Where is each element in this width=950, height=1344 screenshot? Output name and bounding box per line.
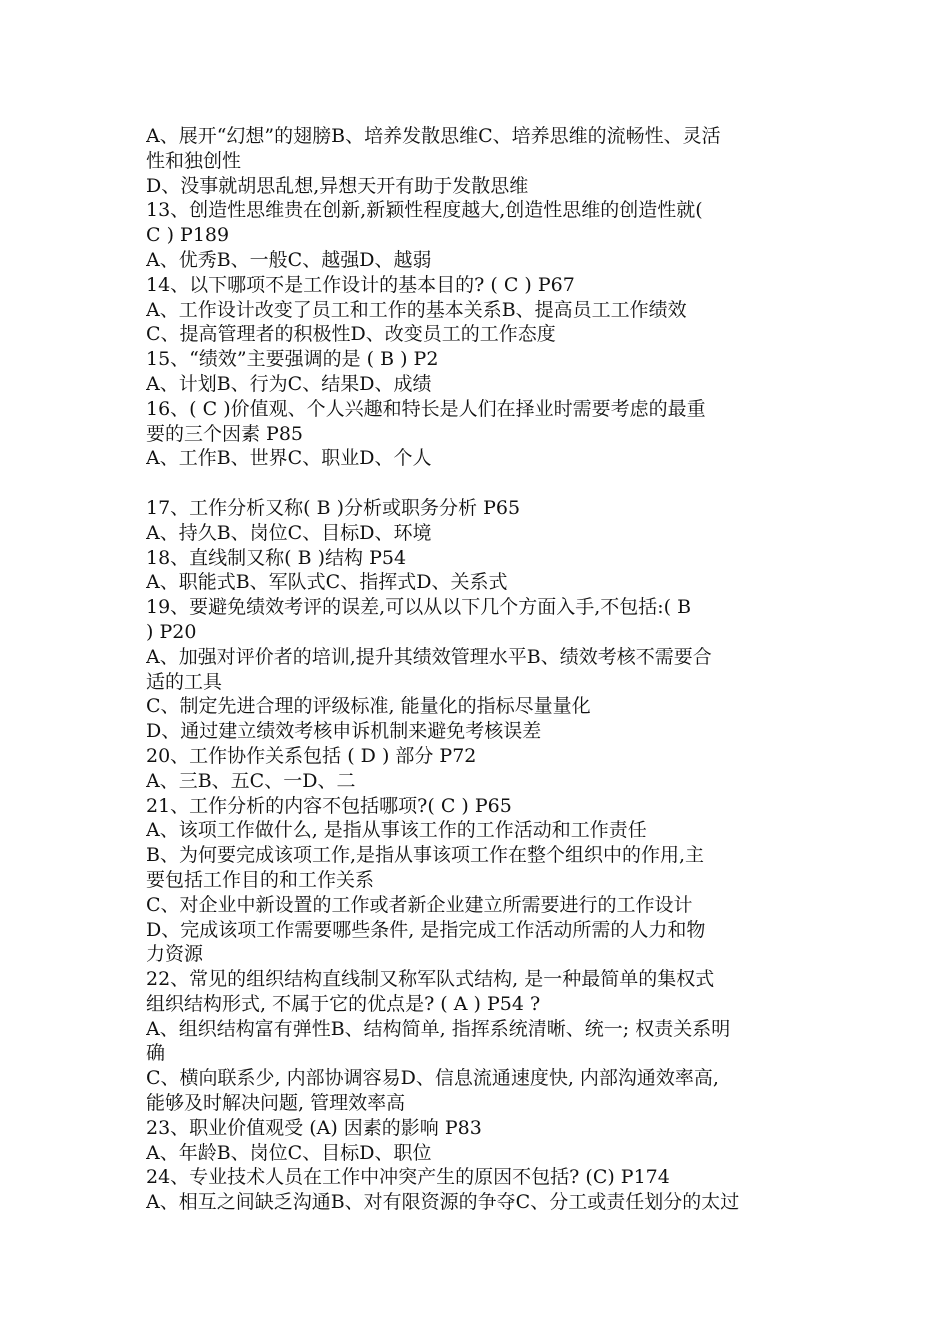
text-line: 适的工具: [146, 670, 223, 693]
text-line: C、提高管理者的积极性D、改变员工的工作态度: [146, 323, 556, 346]
document-text: [146, 124, 810, 1215]
text-line: A、职能式B、军队式C、指挥式D、关系式: [146, 571, 508, 594]
text-line: C、横向联系少, 内部协调容易D、信息流通速度快, 内部沟通效率高,: [146, 1067, 719, 1090]
text-line: 22、常见的组织结构直线制又称军队式结构, 是一种最简单的集权式: [146, 968, 715, 991]
text-line: A、相互之间缺乏沟通B、对有限资源的争夺C、分工或责任划分的太过: [146, 1191, 740, 1214]
text-line: D、没事就胡思乱想,异想天开有助于发散思维: [146, 174, 529, 197]
text-line: 性和独创性: [146, 149, 242, 172]
text-line: 要的三个因素 P85: [146, 422, 304, 445]
text-line: 14、以下哪项不是工作设计的基本目的? ( C ) P67: [146, 273, 575, 296]
text-line: A、年龄B、岗位C、目标D、职位: [146, 1141, 432, 1164]
text-line: 23、职业价值观受 (A) 因素的影响 P83: [146, 1116, 482, 1139]
text-line: 13、创造性思维贵在创新,新颖性程度越大,创造性思维的创造性就(: [146, 199, 703, 222]
text-line: A、计划B、行为C、结果D、成绩: [146, 372, 432, 395]
text-line: 20、工作协作关系包括 ( D ) 部分 P72: [146, 744, 477, 767]
text-line: A、加强对评价者的培训,提升其绩效管理水平B、绩效考核不需要合: [146, 645, 712, 668]
text-line: B、为何要完成该项工作,是指从事该项工作在整个组织中的作用,主: [146, 844, 705, 867]
text-line: C、制定先进合理的评级标准, 能量化的指标尽量量化: [146, 695, 591, 718]
text-line: 能够及时解决问题, 管理效率高: [146, 1092, 406, 1115]
text-line: 19、要避免绩效考评的误差,可以从以下几个方面入手,不包括:( B: [146, 596, 692, 619]
text-line: ) P20: [146, 620, 197, 643]
text-line: A、该项工作做什么, 是指从事该工作的工作活动和工作责任: [146, 819, 647, 842]
text-line: A、三B、五C、一D、二: [146, 769, 356, 792]
text-line: A、工作设计改变了员工和工作的基本关系B、提高员工工作绩效: [146, 298, 687, 321]
text-line: A、展开“幻想”的翅膀B、培养发散思维C、培养思维的流畅性、灵活: [146, 125, 721, 147]
text-line: A、工作B、世界C、职业D、个人: [146, 447, 432, 470]
text-line: 24、专业技术人员在工作中冲突产生的原因不包括? (C) P174: [146, 1166, 670, 1189]
text-line: 要包括工作目的和工作关系: [146, 868, 375, 891]
text-line: 18、直线制又称( B )结构 P54: [146, 546, 407, 569]
text-line: 21、工作分析的内容不包括哪项?( C ) P65: [146, 794, 512, 817]
text-line: 17、工作分析又称( B )分析或职务分析 P65: [146, 496, 521, 519]
text-line: C、对企业中新设置的工作或者新企业建立所需要进行的工作设计: [146, 893, 693, 916]
text-line: A、组织结构富有弹性B、结构简单, 指挥系统清晰、统一; 权责关系明: [146, 1017, 731, 1040]
text-line: 确: [146, 1042, 166, 1065]
text-line: C ) P189: [146, 224, 230, 247]
text-line: A、持久B、岗位C、目标D、环境: [146, 521, 432, 544]
text-line: 15、“绩效”主要强调的是 ( B ) P2: [146, 348, 439, 371]
text-line: 力资源: [146, 943, 204, 966]
text-line: 16、( C )价值观、个人兴趣和特长是人们在择业时需要考虑的最重: [146, 397, 706, 420]
text-line: D、通过建立绩效考核申诉机制来避免考核误差: [146, 720, 542, 743]
text-line: D、完成该项工作需要哪些条件, 是指完成工作活动所需的人力和物: [146, 918, 706, 941]
blank-line: [146, 471, 810, 496]
text-line: A、优秀B、一般C、越强D、越弱: [146, 248, 432, 271]
text-line: 组织结构形式, 不属于它的优点是? ( A ) P54 ?: [146, 992, 541, 1015]
